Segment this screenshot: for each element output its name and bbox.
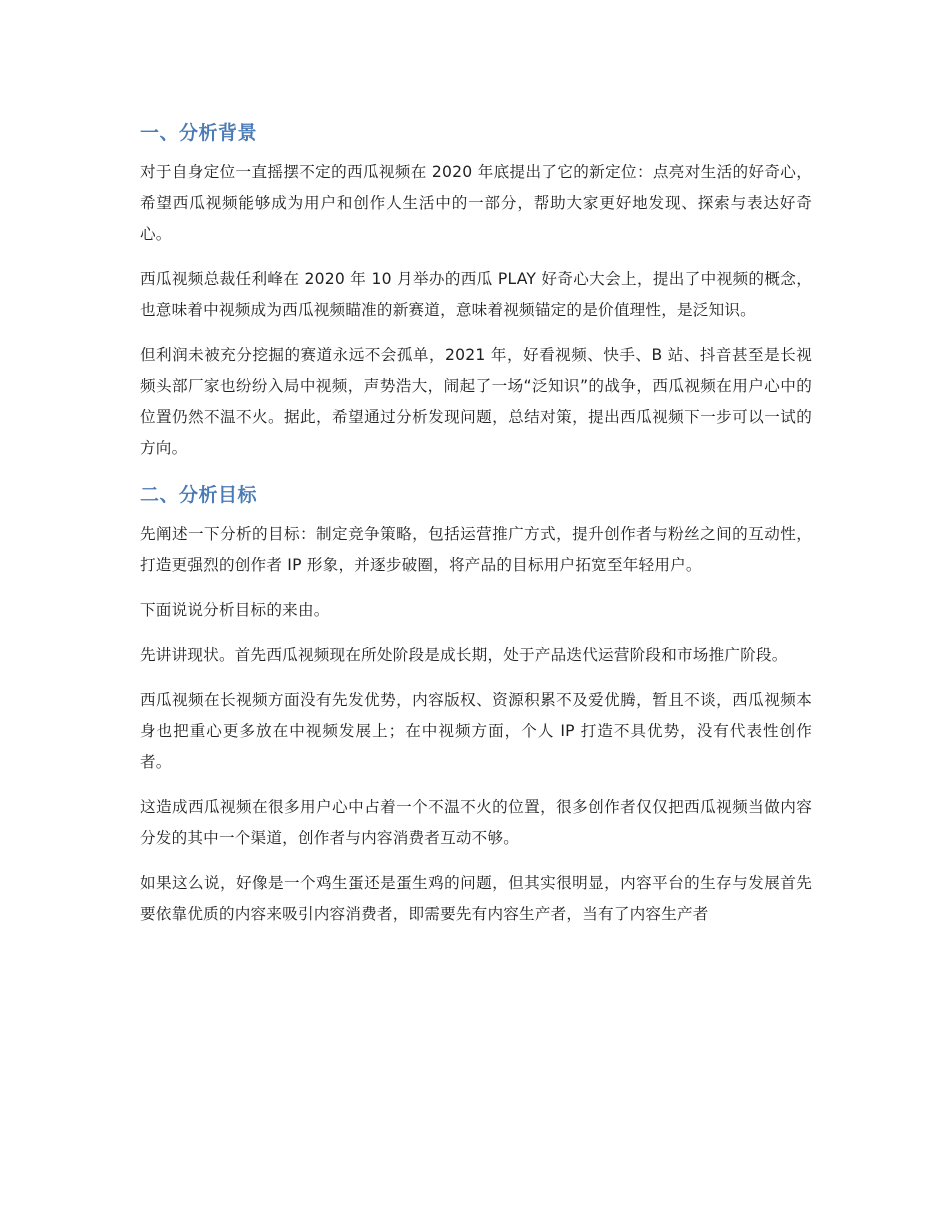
paragraph: 西瓜视频在长视频方面没有先发优势，内容版权、资源积累不及爱优腾，暂且不谈，西瓜视频本身也把重心更多放在中视频发展上；在中视频方面，个人 IP 打造不具优势，没有代表性创作者。 — [140, 691, 812, 771]
section-heading-goal: 二、分析目标 — [140, 484, 258, 506]
paragraph: 先讲讲现状。首先西瓜视频现在所处阶段是成长期，处于产品迭代运营阶段和市场推广阶段。 — [140, 646, 788, 664]
paragraph: 但利润未被充分挖掘的赛道永远不会孤单，2021 年，好看视频、快手、B 站、抖音甚至是长视频头部厂家也纷纷入局中视频，声势浩大，闹起了一场“泛知识”的战争，西瓜视频在用户心中的位置仍然不温不火。据此，希望通过分析发现问题，总结对策，提出西瓜视频下一步可以一试的方向。 — [140, 346, 812, 457]
paragraph: 对于自身定位一直摇摆不定的西瓜视频在 2020 年底提出了它的新定位：点亮对生活的好奇心，希望西瓜视频能够成为用户和创作人生活中的一部分，帮助大家更好地发现、探索与表达好奇心。 — [140, 163, 812, 243]
paragraph: 下面说说分析目标的来由。 — [140, 601, 330, 619]
paragraph: 先阐述一下分析的目标：制定竞争策略，包括运营推广方式，提升创作者与粉丝之间的互动性，打造更强烈的创作者 IP 形象，并逐步破圈，将产品的目标用户拓宽至年轻用户。 — [140, 525, 812, 574]
paragraph: 西瓜视频总裁任利峰在 2020 年 10 月举办的西瓜 PLAY 好奇心大会上，提出了中视频的概念，也意味着中视频成为西瓜视频瞄准的新赛道，意味着视频锚定的是价值理性，是泛知识。 — [140, 270, 812, 319]
document-page — [140, 118, 812, 930]
paragraph: 这造成西瓜视频在很多用户心中占着一个不温不火的位置，很多创作者仅仅把西瓜视频当做内容分发的其中一个渠道，创作者与内容消费者互动不够。 — [140, 798, 812, 847]
section-heading-background: 一、分析背景 — [140, 122, 258, 144]
paragraph: 如果这么说，好像是一个鸡生蛋还是蛋生鸡的问题，但其实很明显，内容平台的生存与发展首先要依靠优质的内容来吸引内容消费者，即需要先有内容生产者，当有了内容生产者 — [140, 874, 812, 923]
